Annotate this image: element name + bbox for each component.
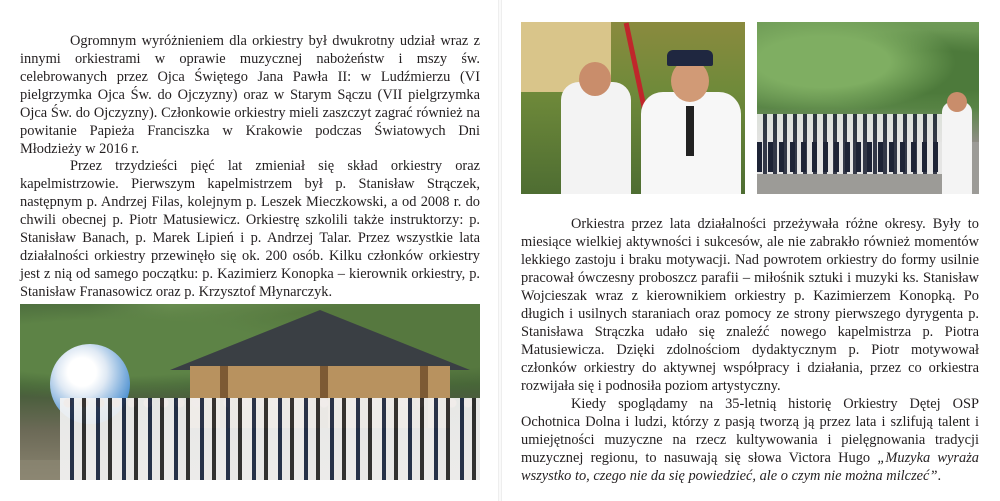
uniform-cap-icon <box>667 50 713 66</box>
right-paragraph-2-end: . <box>937 468 942 484</box>
victor-hugo-quote: „Muzyka wyraża wszystko to, czego nie da się powiedzieć, ale o czym nie można milczeć” <box>521 450 979 484</box>
right-paragraph-2-text: Kiedy spoglądamy na 35-letnią historię Orkiestry Dętej OSP Ochotnica Dolna i ludzi, którzy z pasją tworzą ją przez lata i szlifują talent i umiejętności muzyczne na rzecz kultywowania i pielęgnowania tradycji muzycznej regionu, to nasuwają się słowa Victora Hugo <box>521 396 979 466</box>
right-paragraph-1: Orkiestra przez lata działalności przeżywała różne okresy. Były to miesiące wielkiej aktywności i sukcesów, ale nie zabrakło również momentów lekkiego zastoju i braku motywacji. Nad powrotem orkiestry do formy usilnie pracował ówczesny proboszcz parafii – miłośnik sztuki i muzyki ks. Stanisław Wojcieszak wraz z kierownikiem orkiestry p. Kazimierzem Konopką. Po długich i usilnych staraniach oraz pomocy ze strony pierwszego dyrygenta p. Stanisława Strączka udało się znaleźć nowego kapelmistrza p. Piotra Matusiewicza. Dzięki zdolnościom dydaktycznym p. Piotr motywował członków orkiestry do aktywnej współpracy i działania, przez co orkiestra rozwijała się i podnosiła poziom artystyczny. <box>521 216 979 394</box>
right-paragraph-2 <box>521 395 979 485</box>
marching-band-photo <box>757 22 979 194</box>
orchestra-group-photo <box>20 304 480 480</box>
left-paragraph-2: Przez trzydzieści pięć lat zmieniał się skład orkiestry oraz kapelmistrzowie. Pierwszym kapelmistrzem był p. Stanisław Strączek, następnym p. Andrzej Filas, kolejnym p. Leszek Mieczkowski, a od 2008 r. do chwili obecnej p. Piotr Matusiewicz. Orkiestrę szkolili także instruktorzy: p. Stanisław Banach, p. Marek Lipień i p. Andrzej Talar. Przez wszystkie lata działalności orkiestry przewinęło się ok. 200 osób. Kilku członków orkiestry jest z nią od samego początku: p. Kazimierz Konopka – kierownik orkiestry, p. Stanisław Franasowicz oraz p. Krzysztof Młynarczyk. <box>20 158 480 300</box>
left-paragraph-1: Ogromnym wyróżnieniem dla orkiestry był dwukrotny udział wraz z innymi orkiestrami w oprawie muzycznej nabożeństw i mszy św. celebrowanych przez Ojca Świętego Jana Pawła II: w Ludźmierzu (VI pielgrzymka Ojca Św. do Ojczyzny) oraz w Starym Sączu (VII pielgrzymka Ojca Św. do Ojczyzny). Członkowie orkiestry mieli zaszczyt zagrać również na powitanie Papieża Franciszka w Krakowie podczas Światowych Dni Młodzieży w 2016 r. <box>20 33 480 157</box>
drum-major-photo <box>521 22 745 194</box>
